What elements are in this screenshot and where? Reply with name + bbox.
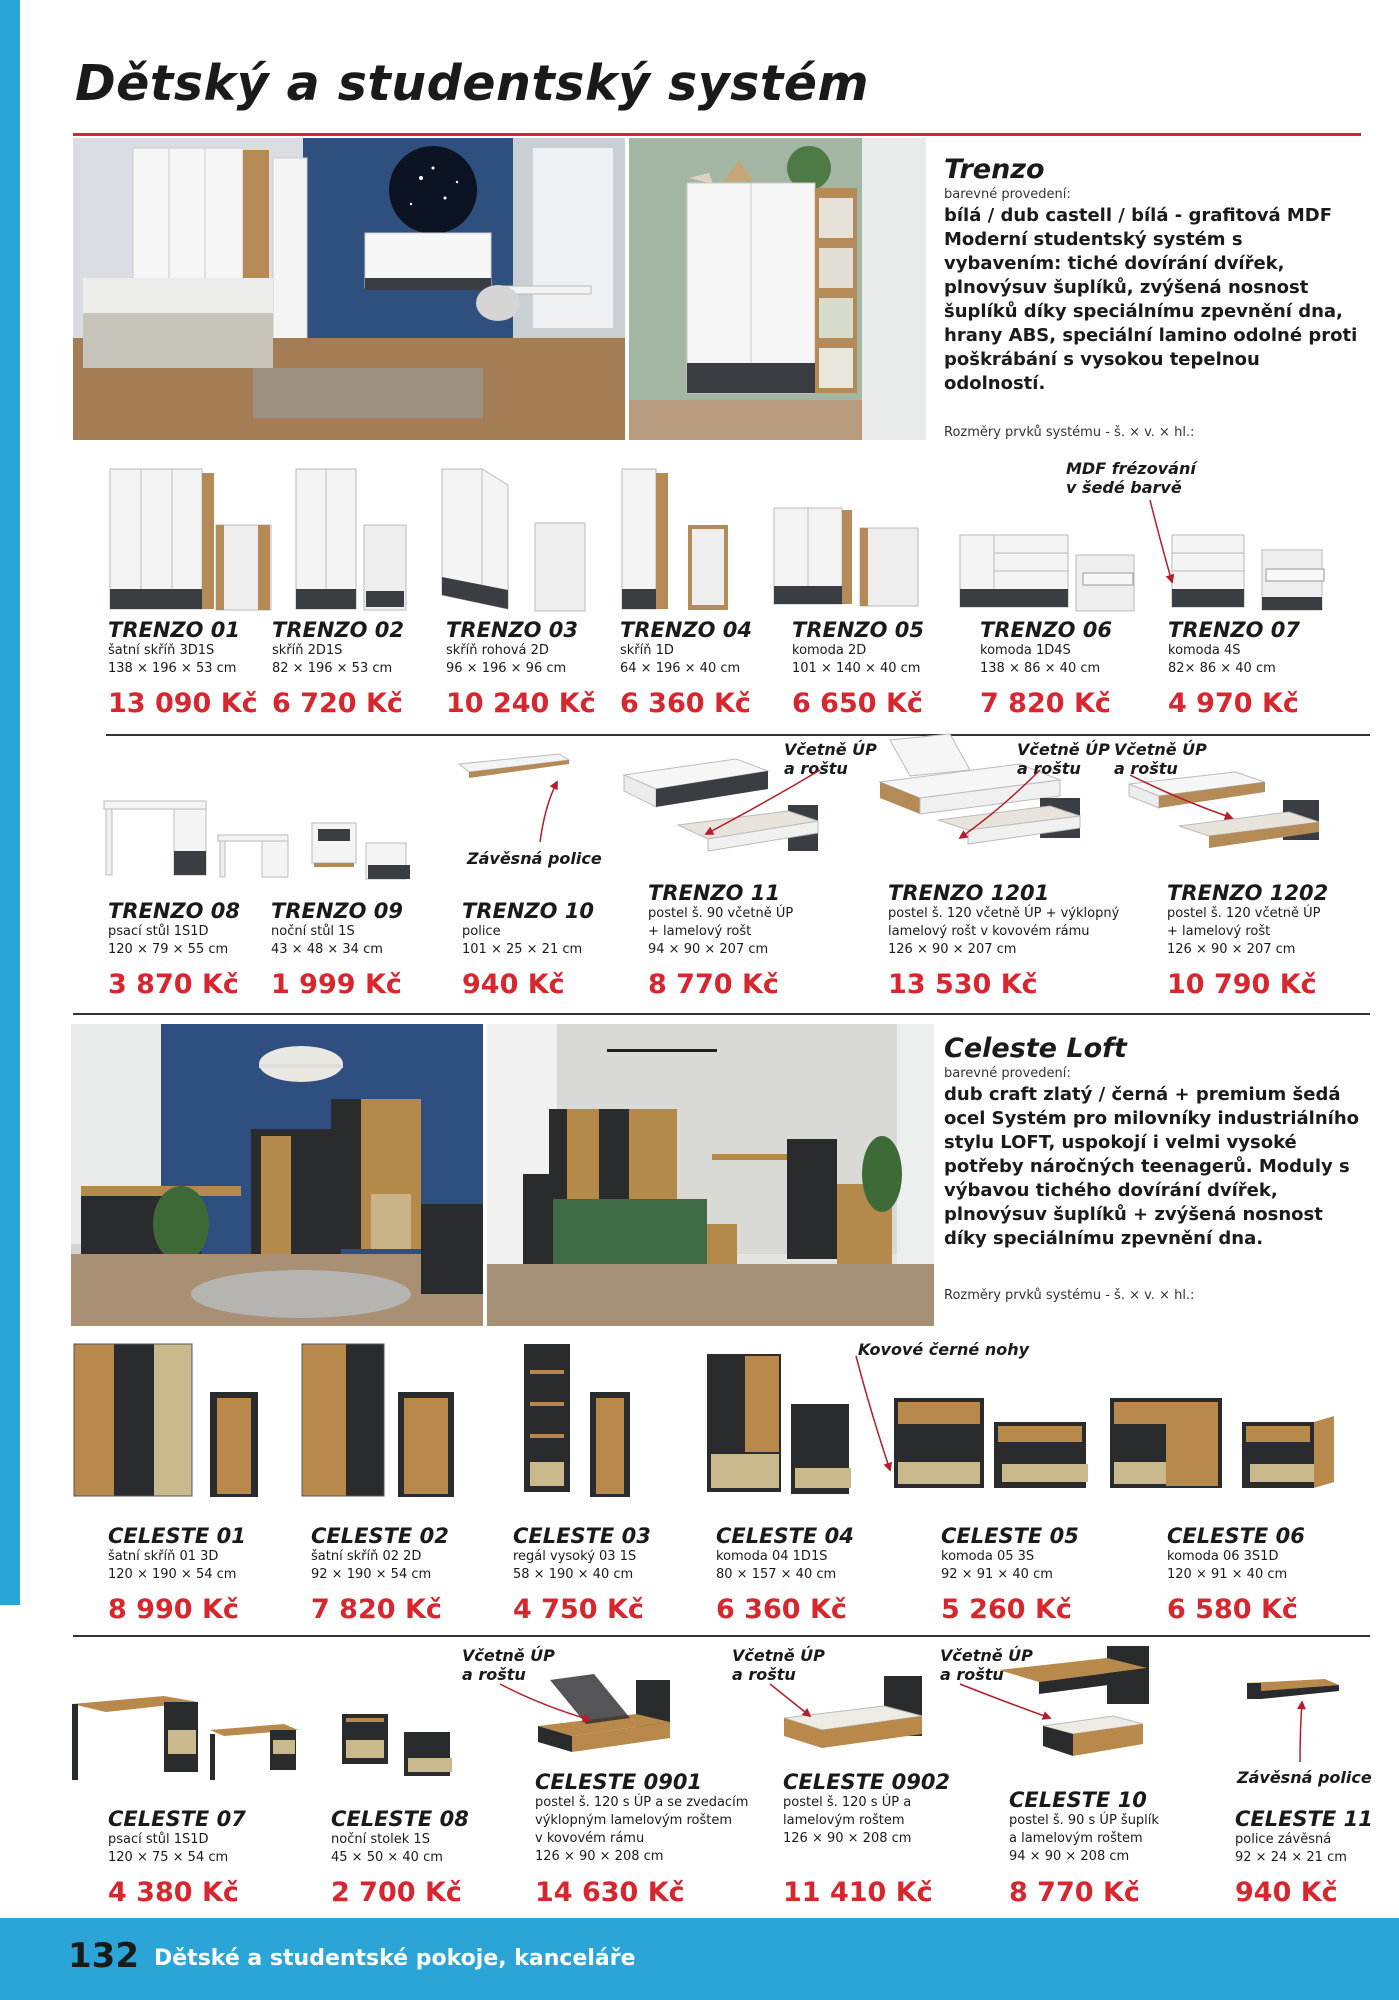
- product-desc: noční stolek 1S: [331, 1832, 430, 1847]
- product-name: CELESTE 10: [1009, 1788, 1147, 1812]
- trenzo-1201-up-note: Včetně ÚP a roštu: [1017, 740, 1110, 778]
- trenzo-10-item: [462, 899, 595, 1000]
- trenzo-05-item: [792, 618, 925, 719]
- product-name: TRENZO 05: [792, 618, 925, 642]
- product-name: CELESTE 0901: [535, 1770, 703, 1794]
- arrow-mdf: [1150, 500, 1172, 582]
- celeste-07-item: [108, 1807, 246, 1908]
- product-dims: 120 × 91 × 40 cm: [1167, 1567, 1288, 1582]
- trenzo-08-image: [102, 795, 292, 880]
- product-dims: 138 × 196 × 53 cm: [108, 661, 237, 676]
- product-name: TRENZO 11: [648, 881, 781, 905]
- product-desc: postel š. 90 včetně ÚP: [648, 906, 794, 921]
- celeste-04-image: [703, 1350, 853, 1505]
- product-desc: skříň rohová 2D: [446, 643, 549, 658]
- product-price: 3 870 Kč: [108, 969, 239, 1000]
- product-desc: komoda 04 1D1S: [716, 1549, 828, 1564]
- product-price: 11 410 Kč: [783, 1877, 933, 1908]
- product-price: 6 650 Kč: [792, 688, 923, 719]
- product-dims: 94 × 90 × 207 cm: [648, 942, 769, 957]
- celeste-03-item: [513, 1524, 651, 1625]
- product-price: 4 380 Kč: [108, 1877, 239, 1908]
- product-name: TRENZO 1202: [1167, 881, 1329, 905]
- celeste-0901-up-note: Včetně ÚP a roštu: [462, 1646, 555, 1684]
- product-price: 10 790 Kč: [1167, 969, 1317, 1000]
- product-desc: komoda 2D: [792, 643, 867, 658]
- celeste-10-up-note: Včetně ÚP a roštu: [940, 1646, 1033, 1684]
- product-name: TRENZO 03: [446, 618, 579, 642]
- product-desc: regál vysoký 03 1S: [513, 1549, 637, 1564]
- product-dims: 120 × 79 × 55 cm: [108, 942, 229, 957]
- trenzo-11-item: [648, 881, 794, 1000]
- celeste-colors-label: barevné provedení:: [944, 1066, 1071, 1081]
- celeste-01-image: [72, 1340, 262, 1505]
- product-price: 1 999 Kč: [271, 969, 402, 1000]
- product-price: 4 970 Kč: [1168, 688, 1299, 719]
- product-price: 7 820 Kč: [311, 1594, 442, 1625]
- product-dims: 120 × 75 × 54 cm: [108, 1850, 229, 1865]
- left-accent-bar: [0, 0, 20, 1605]
- product-desc: šatní skříň 3D1S: [108, 643, 215, 658]
- product-dims: 82× 86 × 40 cm: [1168, 661, 1276, 676]
- product-desc: komoda 1D4S: [980, 643, 1071, 658]
- product-name: CELESTE 11: [1235, 1807, 1373, 1831]
- product-name: TRENZO 08: [108, 899, 241, 923]
- celeste-08-item: [331, 1807, 469, 1908]
- celeste-room-photo: [71, 1024, 483, 1326]
- product-desc: komoda 06 3S1D: [1167, 1549, 1279, 1564]
- product-name: TRENZO 02: [272, 618, 405, 642]
- product-price: 4 750 Kč: [513, 1594, 644, 1625]
- product-dims: 92 × 190 × 54 cm: [311, 1567, 432, 1582]
- celeste-bedroom-photo: [487, 1024, 934, 1326]
- product-name: TRENZO 04: [620, 618, 753, 642]
- product-desc: šatní skříň 01 3D: [108, 1549, 219, 1564]
- celeste-dims-note: Rozměry prvků systému - š. × v. × hl.:: [944, 1288, 1195, 1303]
- product-price: 2 700 Kč: [331, 1877, 462, 1908]
- product-price: 940 Kč: [462, 969, 565, 1000]
- product-desc: psací stůl 1S1D: [108, 1832, 209, 1847]
- trenzo-room-photo: [73, 138, 625, 440]
- product-name: CELESTE 05: [941, 1524, 1079, 1548]
- celeste-05-image: [890, 1390, 1090, 1505]
- product-desc: postel š. 120 včetně ÚP: [1167, 906, 1321, 921]
- celeste-07-image: [70, 1690, 300, 1785]
- product-name: TRENZO 10: [462, 899, 595, 923]
- product-name: CELESTE 04: [716, 1524, 854, 1548]
- product-price: 8 990 Kč: [108, 1594, 239, 1625]
- celeste-11-image: [1243, 1675, 1343, 1715]
- trenzo-02-item: [272, 618, 405, 719]
- product-desc: postel š. 120 s ÚP a se zvedacím: [535, 1795, 749, 1810]
- product-desc: police: [462, 924, 501, 939]
- trenzo-09-image: [310, 815, 410, 890]
- product-dims: 92 × 91 × 40 cm: [941, 1567, 1053, 1582]
- trenzo-wardrobe-photo: [629, 138, 926, 440]
- trenzo-11-up-note: Včetně ÚP a roštu: [784, 740, 877, 778]
- celeste-0901-item: [535, 1770, 749, 1908]
- trenzo-dims-note: Rozměry prvků systému - š. × v. × hl.:: [944, 425, 1195, 440]
- footer-bar: [0, 1918, 1399, 2000]
- product-dims: 101 × 140 × 40 cm: [792, 661, 921, 676]
- celeste-description-text: dub craft zlatý / černá + premium šedá ocel Systém pro milovníky industriálního stylu LOFT, uspokojí i velmi vysoké potřeby náročných teenagerů. Moduly s výbavou tichého dovírání dvířek, plnovýsuv šuplíků + zvýšená nosnost díky speciálnímu zpevnění dna.: [944, 1084, 1360, 1249]
- product-dims: 80 × 157 × 40 cm: [716, 1567, 837, 1582]
- celeste-description: [944, 1033, 1364, 1251]
- page-title: Dětský a studentský systém: [75, 55, 870, 112]
- product-dims: 43 × 48 × 34 cm: [271, 942, 383, 957]
- celeste-shelf-note: Závěsná police: [1237, 1768, 1372, 1787]
- celeste-0902-image: [780, 1672, 930, 1767]
- product-name: CELESTE 07: [108, 1807, 246, 1831]
- product-price: 14 630 Kč: [535, 1877, 685, 1908]
- trenzo-04-item: [620, 618, 753, 719]
- product-dims: 58 × 190 × 40 cm: [513, 1567, 634, 1582]
- trenzo-01-item: [108, 618, 258, 719]
- trenzo-06-image: [958, 525, 1138, 615]
- product-dims: 120 × 190 × 54 cm: [108, 1567, 237, 1582]
- product-desc: postel š. 120 s ÚP a: [783, 1795, 912, 1810]
- product-desc: postel š. 120 včetně ÚP + výklopný: [888, 906, 1120, 921]
- product-price: 13 530 Kč: [888, 969, 1038, 1000]
- product-desc-2: a lamelovým roštem: [1009, 1831, 1143, 1846]
- trenzo-colors-label: barevné provedení:: [944, 187, 1071, 202]
- trenzo-07-item: [1168, 618, 1301, 719]
- trenzo-1202-item: [1167, 881, 1329, 1000]
- product-price: 6 720 Kč: [272, 688, 403, 719]
- trenzo-description-text: bílá / dub castell / bílá - grafitová MDF Moderní studentský systém s vybavením: tiché dovírání dvířek, plnovýsuv šuplíků, zvýšená nosnost šuplíků díky speciálnímu zpevnění dna, hrany ABS, speciální lamino odolné proti poškrábání s vysokou tepelnou odolností.: [944, 205, 1358, 394]
- product-desc: noční stůl 1S: [271, 924, 355, 939]
- product-desc: skříň 2D1S: [272, 643, 343, 658]
- product-price: 10 240 Kč: [446, 688, 596, 719]
- product-desc: police závěsná: [1235, 1832, 1332, 1847]
- celeste-0902-up-note: Včetně ÚP a roštu: [732, 1646, 825, 1684]
- product-dims: 82 × 196 × 53 cm: [272, 661, 393, 676]
- footer-section-title: Dětské a studentské pokoje, kanceláře: [154, 1946, 636, 1971]
- product-desc: komoda 05 3S: [941, 1549, 1035, 1564]
- arrow-shelf: [540, 782, 557, 842]
- trenzo-03-item: [446, 618, 596, 719]
- trenzo-02-image: [294, 465, 409, 615]
- trenzo-10-image: [455, 750, 575, 790]
- trenzo-1202-up-note: Včetně ÚP a roštu: [1114, 740, 1207, 778]
- trenzo-row1-divider: [106, 734, 1370, 736]
- product-dims: 45 × 50 × 40 cm: [331, 1850, 443, 1865]
- celeste-04-item: [716, 1524, 854, 1625]
- celeste-0902-item: [783, 1770, 951, 1908]
- trenzo-1202-image: [1125, 770, 1325, 865]
- product-price: 940 Kč: [1235, 1877, 1338, 1908]
- product-desc-2: výklopným lamelovým roštem: [535, 1813, 732, 1828]
- product-desc-2: + lamelový rošt: [1167, 924, 1271, 939]
- trenzo-04-image: [620, 465, 730, 615]
- trenzo-series-title: Trenzo: [944, 154, 1045, 185]
- celeste-row1-divider: [73, 1635, 1370, 1637]
- celeste-10-item: [1009, 1788, 1159, 1908]
- product-desc: šatní skříň 02 2D: [311, 1549, 422, 1564]
- celeste-08-image: [338, 1710, 458, 1790]
- product-price: 6 360 Kč: [620, 688, 751, 719]
- product-dims: 92 × 24 × 21 cm: [1235, 1850, 1347, 1865]
- celeste-legs-note: Kovové černé nohy: [858, 1340, 1030, 1359]
- product-dims: 126 × 90 × 207 cm: [888, 942, 1017, 957]
- celeste-01-item: [108, 1524, 246, 1625]
- trenzo-1201-item: [888, 881, 1120, 1000]
- trenzo-mdf-note: MDF frézování v šedé barvě: [1066, 459, 1196, 497]
- trenzo-03-image: [440, 465, 590, 615]
- product-desc-2: + lamelový rošt: [648, 924, 752, 939]
- product-name: CELESTE 03: [513, 1524, 651, 1548]
- page-number: 132: [68, 1936, 139, 1976]
- product-dims: 138 × 86 × 40 cm: [980, 661, 1101, 676]
- product-desc-2: lamelový rošt v kovovém rámu: [888, 924, 1090, 939]
- trenzo-06-item: [980, 618, 1113, 719]
- product-price: 8 770 Kč: [648, 969, 779, 1000]
- product-dims: 126 × 90 × 207 cm: [1167, 942, 1296, 957]
- trenzo-shelf-note: Závěsná police: [467, 849, 602, 868]
- product-desc: komoda 4S: [1168, 643, 1241, 658]
- celeste-03-image: [520, 1340, 635, 1505]
- arrow-legs: [856, 1356, 890, 1470]
- product-dims: 126 × 90 × 208 cm: [535, 1849, 664, 1864]
- product-price: 7 820 Kč: [980, 688, 1111, 719]
- product-desc: psací stůl 1S1D: [108, 924, 209, 939]
- product-desc: skříň 1D: [620, 643, 674, 658]
- product-dims: 94 × 90 × 208 cm: [1009, 1849, 1130, 1864]
- celeste-02-item: [311, 1524, 449, 1625]
- product-price: 6 580 Kč: [1167, 1594, 1298, 1625]
- product-price: 8 770 Kč: [1009, 1877, 1140, 1908]
- celeste-06-item: [1167, 1524, 1305, 1625]
- trenzo-05-image: [772, 500, 922, 610]
- product-name: CELESTE 01: [108, 1524, 246, 1548]
- celeste-02-image: [300, 1340, 460, 1505]
- product-dims: 64 × 196 × 40 cm: [620, 661, 741, 676]
- trenzo-01-image: [106, 465, 276, 615]
- product-name: CELESTE 08: [331, 1807, 469, 1831]
- celeste-06-image: [1106, 1390, 1346, 1505]
- product-price: 5 260 Kč: [941, 1594, 1072, 1625]
- celeste-series-title: Celeste Loft: [944, 1033, 1127, 1064]
- product-name: CELESTE 06: [1167, 1524, 1305, 1548]
- product-name: TRENZO 1201: [888, 881, 1050, 905]
- product-name: TRENZO 06: [980, 618, 1113, 642]
- product-dims: 96 × 196 × 96 cm: [446, 661, 567, 676]
- title-rule: [73, 133, 1361, 136]
- product-name: TRENZO 09: [271, 899, 404, 923]
- celeste-11-item: [1235, 1807, 1373, 1908]
- product-desc-2: lamelovým roštem: [783, 1813, 905, 1828]
- product-name: CELESTE 02: [311, 1524, 449, 1548]
- celeste-05-item: [941, 1524, 1079, 1625]
- trenzo-09-item: [271, 899, 404, 1000]
- product-name: TRENZO 01: [108, 618, 241, 642]
- product-price: 6 360 Kč: [716, 1594, 847, 1625]
- trenzo-07-image: [1170, 525, 1330, 615]
- product-dims: 126 × 90 × 208 cm: [783, 1831, 912, 1846]
- trenzo-row2-divider: [73, 1013, 1370, 1015]
- trenzo-08-item: [108, 899, 241, 1000]
- product-name: CELESTE 0902: [783, 1770, 951, 1794]
- product-name: TRENZO 07: [1168, 618, 1301, 642]
- product-dims: 101 × 25 × 21 cm: [462, 942, 583, 957]
- product-desc-3: v kovovém rámu: [535, 1831, 645, 1846]
- product-desc: postel š. 90 s ÚP šuplík: [1009, 1813, 1159, 1828]
- product-price: 13 090 Kč: [108, 688, 258, 719]
- trenzo-description: [944, 154, 1364, 396]
